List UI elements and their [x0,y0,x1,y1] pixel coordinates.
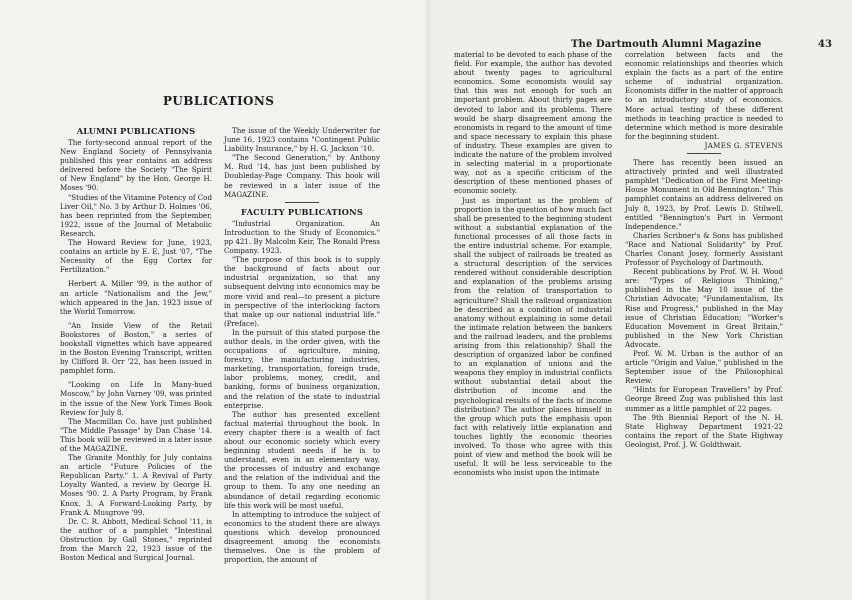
section-divider [285,202,319,203]
paragraph: In the pursuit of this stated purpose the author deals, in the order given, with the occupations of agriculture, mining, forestry, the manufacturing industries, marketing, transportation, foreign trade, labor problems, money, credit, and banking, forms of business organization, and the relation of the state to industrial enterprise. [224,327,380,410]
paragraph: The forty-second annual report of the New England Society of Pennsylvania published this year contains an address delivered before the Society "The Spirit of New England" by the Hon. George H. Moses '90. [60,138,212,193]
paragraph: Dr. C. R. Abbott, Medical School '11, is the author of a pamphlet "Intestinal Obstruction by Gall Stones," reprinted from the March 22, 1923 issue of the Boston Medical and Surgical Journal. [60,516,212,563]
paragraph: The Howard Review for June, 1923, contains an article by E. E. Just '07, "The Necessity of the Egg Cortex for Fertilization." [60,238,212,275]
paragraph: The 9th Biennial Report of the N. H. State Highway Department 1921-22 contains the report of the State Highway Geologist, Prof. J. W. Goldthwait. [625,412,783,449]
paragraph: Just as important as the problem of proportion is the question of how much fact shall be presented to the beginning student without a substantial explanation of the functional processes of all those facts in the entire industrial scheme. For example, shall the subject of railroads be treated as a structural description of the services rendered without considerable description and explanation of the problems arising from the relation of transportation to agriculture? Shall the railroad organization be described as a condition of industrial anatomy without explaining in some detail the intimate relation between the bankers and the railroad leaders, and the problems arising from this relationship? Shall the description of organized labor be confined to an explanation of unions and the weapons they employ in industrial conflicts without substantial detail about the distribution of income and the psychological results of the facts of income distribution? The author places himself in the group which puts the emphasis upon fact with relatively little explanation and touches lightly the economic theories involved. To those who agree with this point of view and method the book will be useful. It will be less serviceable to the economists who insist upon the intimate [454,195,612,478]
column-faculty-publications [224,126,380,564]
paragraph: In attempting to introduce the subject of economics to the student there are always questions which develop pronounced disagreement among the economists themselves. One is the problem of proportion, the amount of [224,509,380,565]
book-gutter [424,0,432,600]
paragraph: "Looking on Life In Many-hued Moscow," by John Varney '09, was printed in the issue of the New York Times Book Review for July 8. [60,380,212,417]
paragraph: "Hints for European Travellers" by Prof. George Breed Zug was published this last summer as a little pamphlet of 22 pages. [625,385,783,413]
paragraph: Recent publications by Prof. W. H. Wood are: "Types of Religious Thinking," published in the May 10 issue of the Christian Advocate; "Fundamentalism, Its Rise and Progress," published in the May issue of Christian Education; "Worker's Education Movement in Great Britain," published in the New York Christian Advocate. [625,267,783,349]
paragraph: "The purpose of this book is to supply the background of facts about our industrial organization, so that any subsequent delving into economics may be more vivid and real—to present a picture in perspective of the interlocking factors that make up our national industrial life." (Preface). [224,255,380,328]
reviewer-signature: JAMES G. STEVENS [704,140,783,150]
paragraph: correlation between facts and the economic relationships and theories which explain the facts as a part of the entire scheme of industrial organization. Economists differ in the matter of approach to an introductory study of economics. More actual testing of these different methods in teaching practice is needed to determine which method is more desirable for the beginning student. [625,50,783,141]
paragraph: "An Inside View of the Retail Bookstores of Boston," a series of bookstall vignettes which have appeared in the Boston Evening Transcript, written by Clifford B. Orr '22, has been issued in pamphlet form. [60,320,212,376]
paragraph: The Granite Monthly for July contains an article "Future Policies of the Republican Party." 1. A Revival of Party Loyalty Wanted, a review by George H. Moses '90. 2. A Party Program, by Frank Knox. 3. A Forward-Looking Party, by Frank A. Musgrove '99. [60,453,212,517]
running-title: The Dartmouth Alumni Magazine [571,39,762,50]
column-alumni-publications [60,126,212,562]
paragraph: The author has presented excellent factual material throughout the book. In every chapter there is a wealth of fact about our economic society which every beginning student needs if he is to understand, even in an elementary way, the processes of industry and exchange and the relation of the individual and the group to them. To any one needing an abundance of detail regarding economic life this work will be most useful. [224,409,380,510]
paragraph: Charles Scribner's & Sons has published "Race and National Solidarity" by Prof. Charles Conant Josey, formerly Assistant Professor of Psychology of Dartmouth. [625,230,783,268]
paragraph: Herbert A. Miller '99, is the author of an article "Nationalism and the Jew," which appeared in the Jan. 1923 issue of the World Tomorrow. [60,279,212,316]
page-number: 43 [818,39,832,50]
paragraph: Prof. W. M. Urban is the author of an article "Origin and Value," published in the September issue of the Philosophical Review. [625,349,783,386]
paragraph: There has recently been issued an attractively printed and well illustrated pamphlet "Dedication of the First Meeting-House Monument in Old Bennington." This pamphlet contains an address delivered on July 8, 1923, by Prof. Lewis D. Stilwell, entitled "Bennington's Part in Vermont Independence." [625,158,783,231]
column-faculty-notes [625,50,783,449]
section-title: PUBLICATIONS [163,94,275,108]
faculty-publications-heading: FACULTY PUBLICATIONS [241,206,363,217]
paragraph: The Macmillan Co. have just published "The Middle Passage" by Dan Chase '14. This book will be reviewed in a later issue of the MAGAZINE. [60,416,212,453]
paragraph: material to be devoted to each phase of the field. For example, the author has devoted about twenty pages to agricultural economics. Some economists would say that this was not enough for such an important problem. About thirty pages are devoted to labor and its problems. There would be sharp disagreement among the economists in regard to the amount of time and space necessary to explain this phase of industry. These examples are given to indicate the nature of the problem involved in selecting material in a proportionate way, not as a specific criticism of the description of these mentioned phases of economic society. [454,50,612,196]
alumni-publications-heading: ALUMNI PUBLICATIONS [76,126,196,136]
paragraph: "Industrial Organization. An Introduction to the Study of Economics." pp 421. By Malcolm Keir, The Ronald Press Company. 1923. [224,218,380,256]
column-review-continued [454,50,612,477]
paragraph: The issue of the Weekly Underwriter for June 16, 1923 contains "Contingent Public Liability Insurance," by H. G. Jackson '10. [224,126,380,154]
paragraph: "The Second Generation," by Anthony M. Rud '14, has just been published by Doubleday-Page Company. This book will be reviewed in a later issue of the MAGAZINE. [224,153,380,199]
section-divider [687,153,721,154]
paragraph: "Studies of the Vitamine Potency of Cod Liver Oil," No. 3 by Arthur D. Holmes '06, has been reprinted from the September, 1922, issue of the Journal of Metabolic Research. [60,192,212,238]
